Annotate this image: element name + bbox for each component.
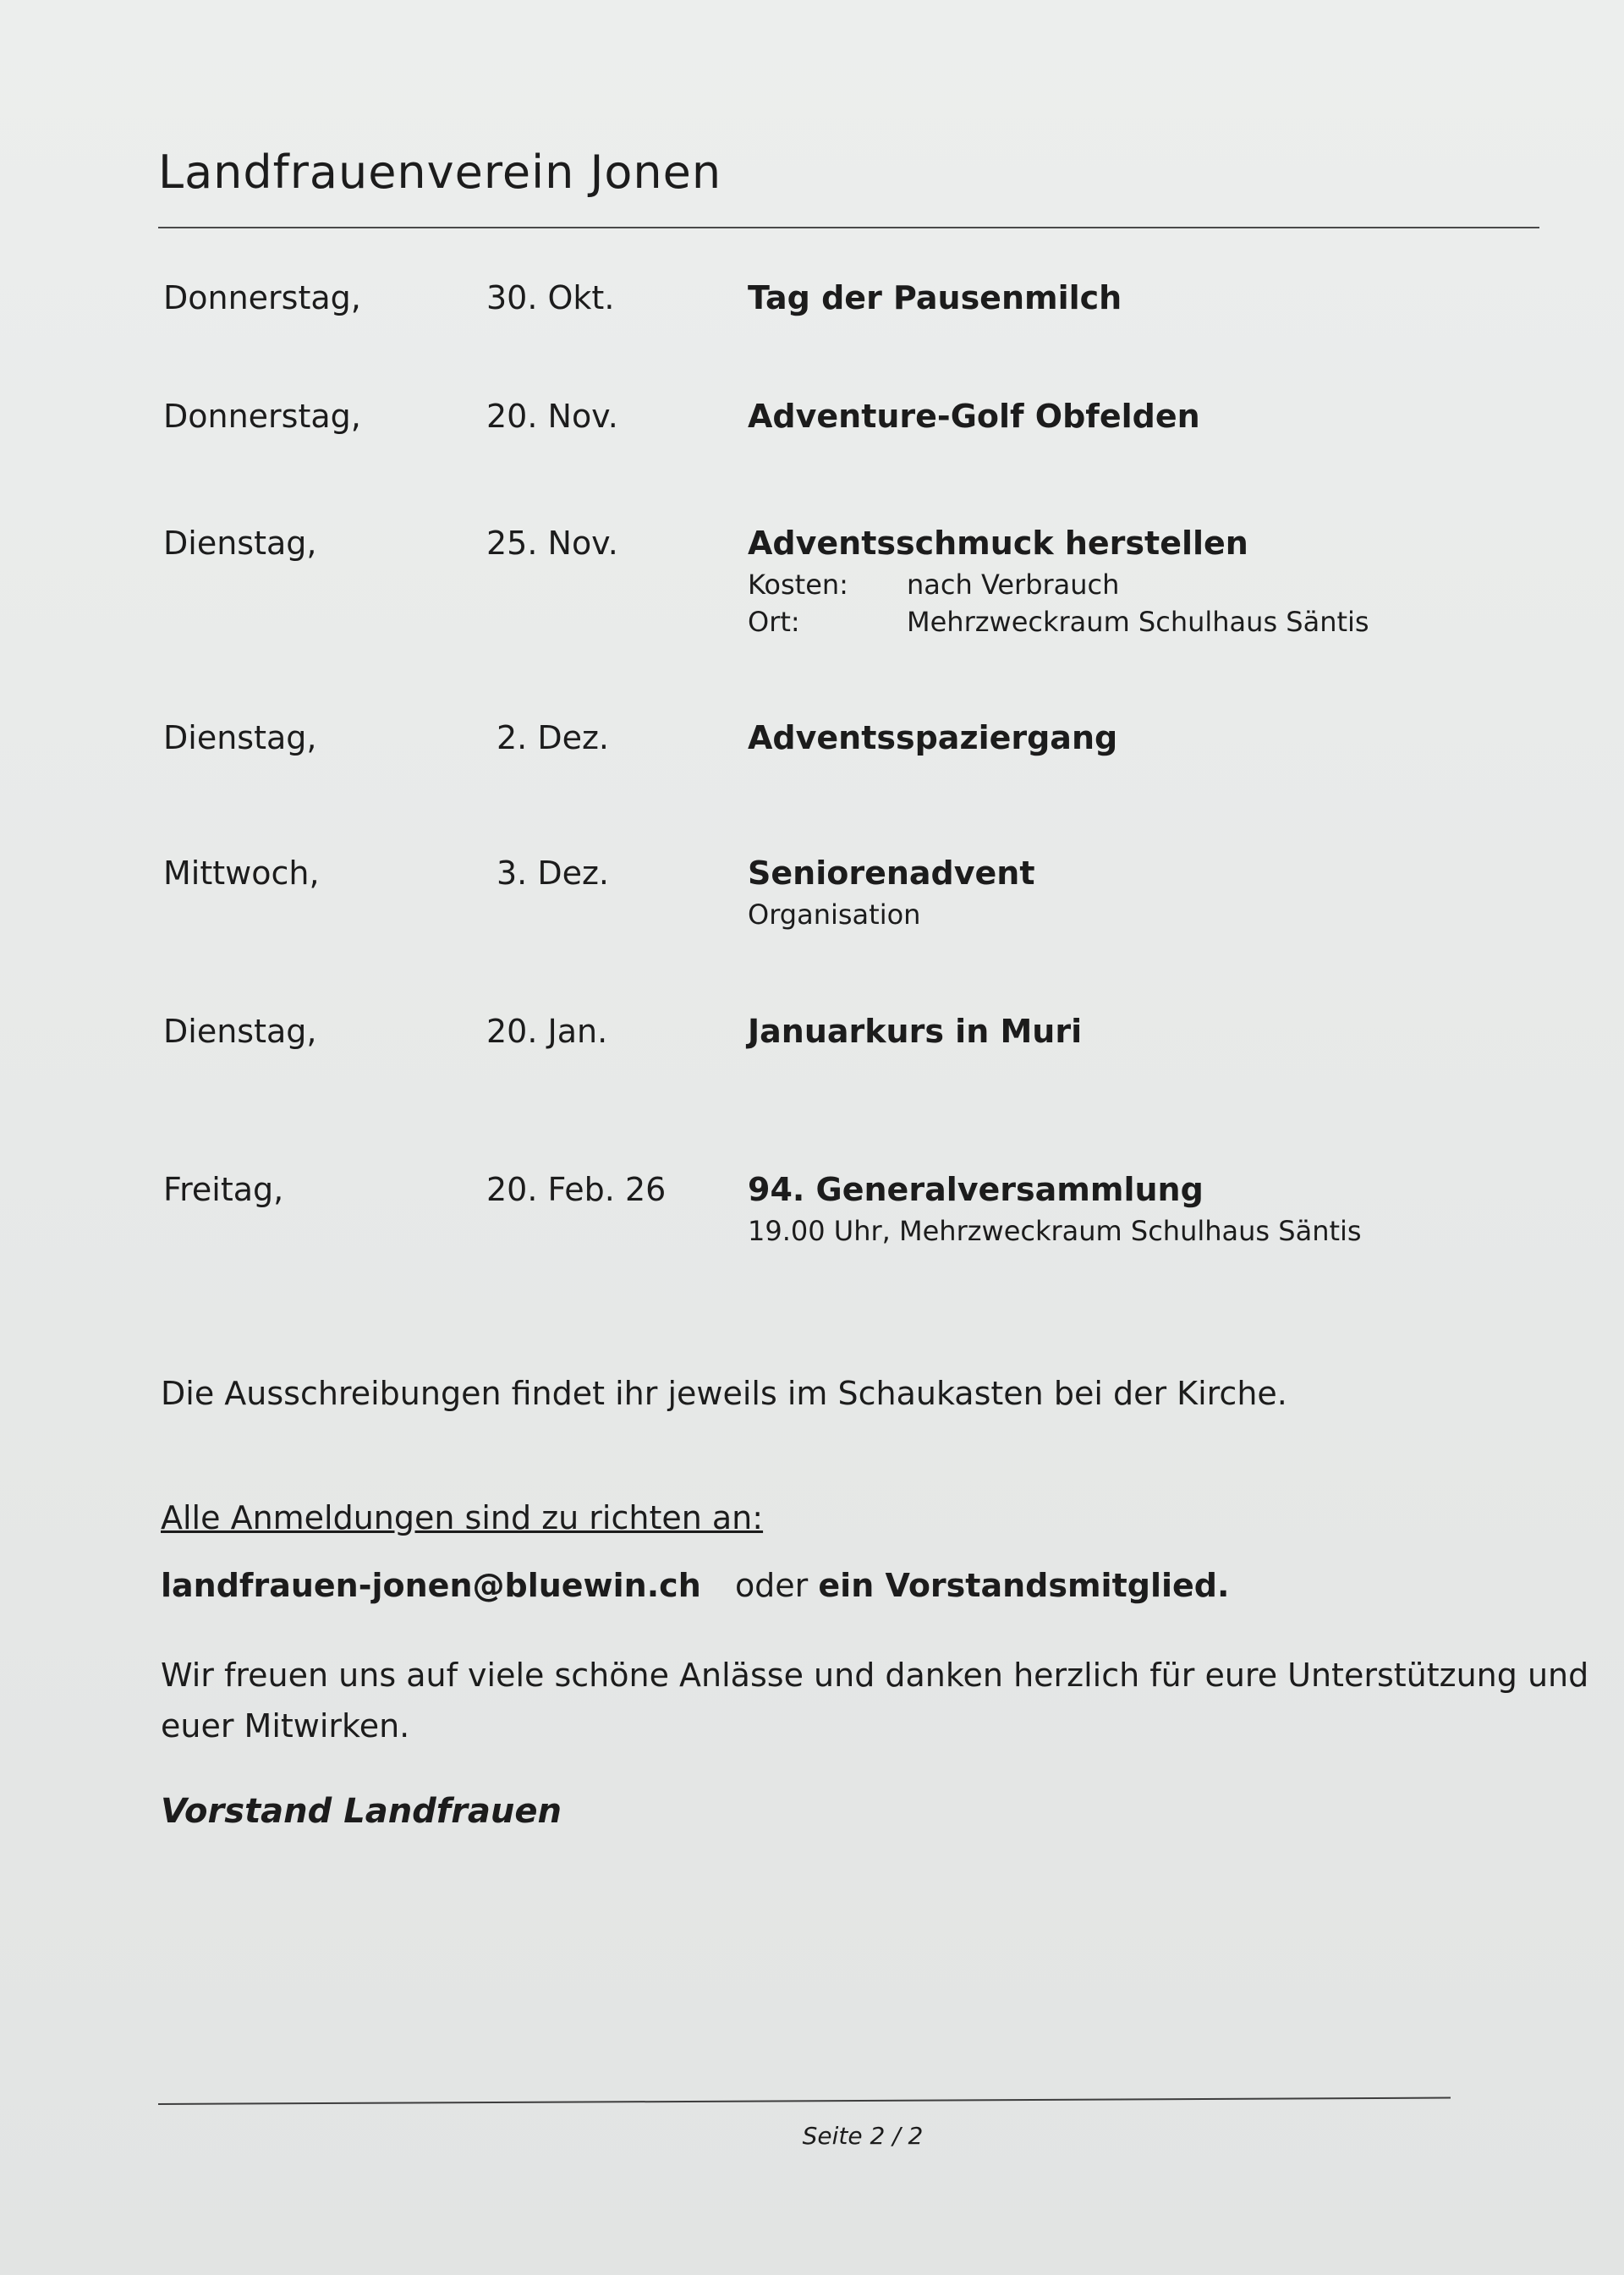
event-day: Freitag, — [163, 1171, 284, 1208]
event-detail-value: nach Verbrauch — [907, 569, 1120, 601]
event-date: 20. Nov. — [486, 398, 618, 435]
event-name: Adventure-Golf Obfelden — [748, 398, 1200, 435]
event-date: 25. Nov. — [486, 525, 618, 562]
event-date: 3. Dez. — [497, 854, 609, 892]
event-name: Seniorenadvent — [748, 854, 1035, 892]
footer-divider — [158, 2097, 1451, 2105]
event-date: 20. Jan. — [486, 1013, 608, 1050]
event-name: Adventsspaziergang — [748, 719, 1118, 756]
event-detail-label: Kosten: — [748, 569, 848, 601]
signature: Vorstand Landfrauen — [161, 1792, 562, 1831]
event-date: 20. Feb. 26 — [486, 1171, 667, 1208]
event-detail-label: Ort: — [748, 606, 800, 638]
event-date: 2. Dez. — [497, 719, 609, 756]
or-text: oder — [734, 1567, 809, 1604]
event-name: Januarkurs in Muri — [748, 1013, 1083, 1050]
email-address[interactable]: landfrauen-jonen@bluewin.ch — [161, 1567, 701, 1604]
event-day: Dienstag, — [163, 525, 317, 562]
event-name: 94. Generalversammlung — [748, 1171, 1204, 1208]
event-date: 30. Okt. — [486, 279, 615, 316]
board-member-text: ein Vorstandsmitglied. — [818, 1567, 1230, 1604]
event-name: Tag der Pausenmilch — [748, 279, 1122, 316]
event-note: Organisation — [748, 898, 921, 931]
page-number: Seite 2 / 2 — [802, 2122, 924, 2150]
event-day: Donnerstag, — [163, 279, 361, 316]
thanks-line-1: Wir freuen uns auf viele schöne Anlässe und danken herzlich für eure Unterstützung und — [161, 1657, 1589, 1694]
event-detail-row — [748, 569, 1119, 601]
event-day: Dienstag, — [163, 719, 317, 756]
event-detail-value: Mehrzweckraum Schulhaus Säntis — [907, 606, 1369, 638]
event-day: Mittwoch, — [163, 854, 320, 892]
event-detail-row — [748, 606, 1369, 638]
event-name: Adventsschmuck herstellen — [748, 525, 1248, 562]
header-divider — [158, 227, 1539, 228]
page-title: Landfrauenverein Jonen — [158, 146, 722, 199]
event-note: 19.00 Uhr, Mehrzweckraum Schulhaus Säntis — [748, 1215, 1362, 1247]
anmeldung-heading: Alle Anmeldungen sind zu richten an: — [161, 1499, 764, 1536]
schaukasten-text: Die Ausschreibungen findet ihr jeweils im Schaukasten bei der Kirche. — [161, 1375, 1287, 1412]
event-day: Donnerstag, — [163, 398, 361, 435]
thanks-line-2: euer Mitwirken. — [161, 1707, 410, 1745]
event-day: Dienstag, — [163, 1013, 317, 1050]
contact-line — [161, 1567, 1229, 1604]
